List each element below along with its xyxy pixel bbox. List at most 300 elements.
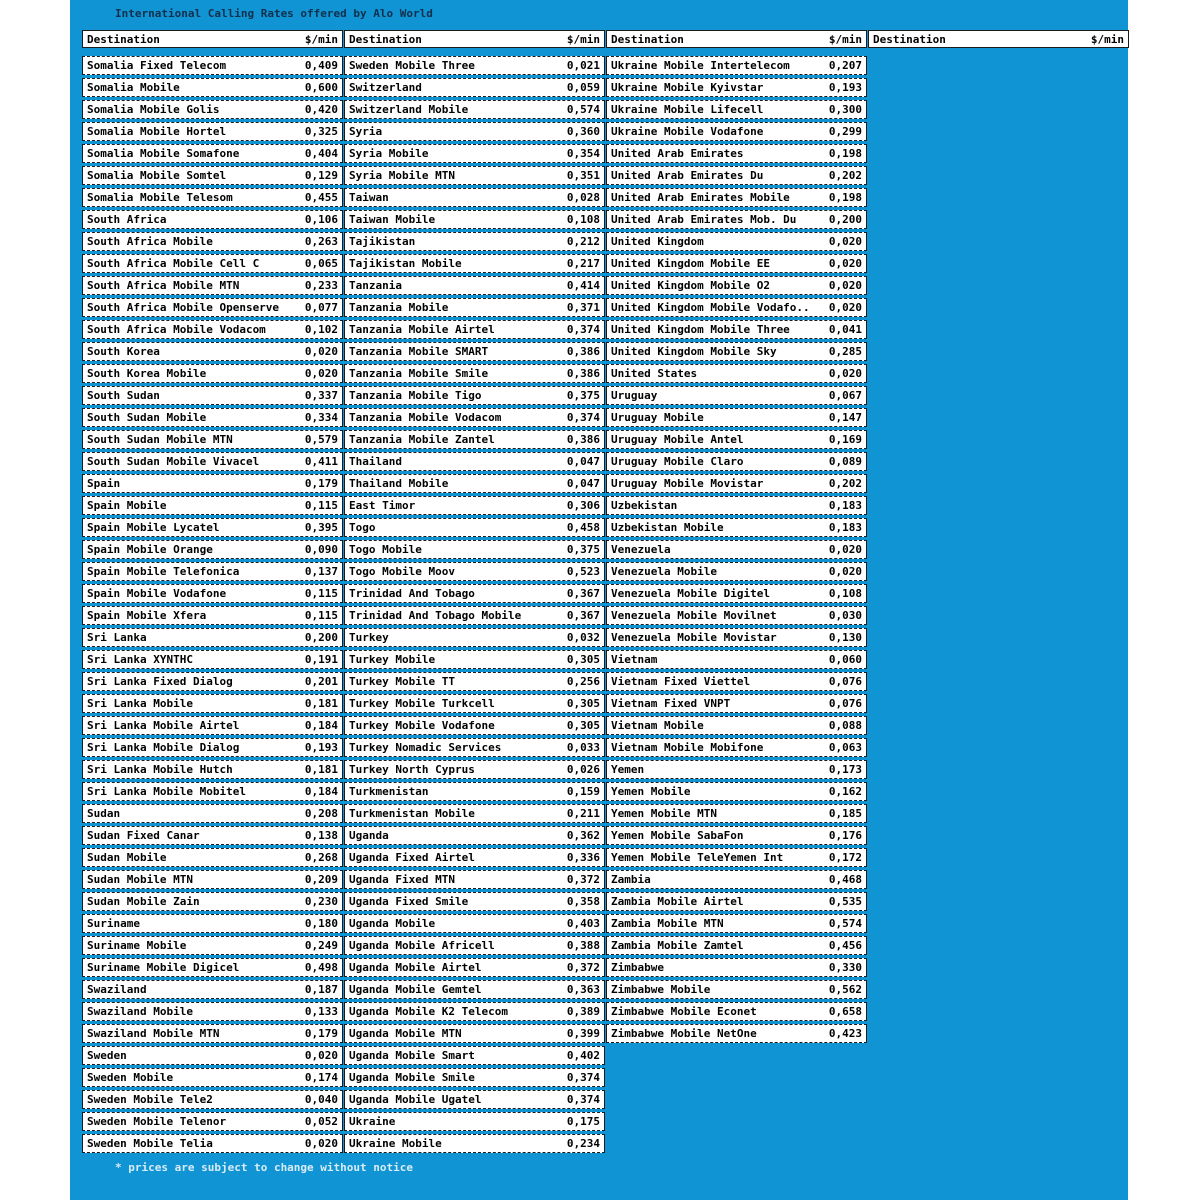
- rate-cell: 0,234: [566, 1137, 600, 1150]
- rate-cell: 0,574: [828, 917, 862, 930]
- rate-row: [344, 672, 605, 691]
- destination-cell: Syria Mobile: [349, 147, 429, 160]
- rate-cell: 0,106: [304, 213, 338, 226]
- rate-row: [344, 386, 605, 405]
- rate-row: [344, 782, 605, 801]
- destination-cell: Vietnam Fixed Viettel: [611, 675, 751, 688]
- rate-row: [344, 650, 605, 669]
- destination-cell: Yemen Mobile TeleYemen Int: [611, 851, 784, 864]
- rate-row: [82, 298, 343, 317]
- rate-cell: 0,330: [828, 961, 862, 974]
- rate-cell: 0,299: [828, 125, 862, 138]
- rate-row: [344, 826, 605, 845]
- destination-cell: Spain: [87, 477, 121, 490]
- destination-cell: Turkmenistan: [349, 785, 429, 798]
- rate-row: [82, 452, 343, 471]
- rate-row: [82, 232, 343, 251]
- rate-cell: 0,388: [566, 939, 600, 952]
- rate-row: [344, 518, 605, 537]
- rate-cell: 0,028: [566, 191, 600, 204]
- rate-cell: 0,175: [566, 1115, 600, 1128]
- rate-row: [606, 1002, 867, 1021]
- destination-cell: Uruguay Mobile Movistar: [611, 477, 764, 490]
- destination-cell: Ukraine Mobile Kyivstar: [611, 81, 764, 94]
- rate-cell: 0,065: [304, 257, 338, 270]
- rate-cell: 0,162: [828, 785, 862, 798]
- rate-cell: 0,455: [304, 191, 338, 204]
- rate-cell: 0,249: [304, 939, 338, 952]
- destination-cell: Uganda Fixed Airtel: [349, 851, 475, 864]
- rate-row: [606, 100, 867, 119]
- rate-row: [82, 760, 343, 779]
- rate-cell: 0,367: [566, 609, 600, 622]
- rate-cell: 0,351: [566, 169, 600, 182]
- rate-cell: 0,020: [828, 367, 862, 380]
- rate-row: [606, 848, 867, 867]
- rate-cell: 0,386: [566, 433, 600, 446]
- destination-cell: Zimbabwe Mobile NetOne: [611, 1027, 757, 1040]
- rate-cell: 0,362: [566, 829, 600, 842]
- rate-row: [344, 540, 605, 559]
- destination-cell: Zambia Mobile Airtel: [611, 895, 744, 908]
- destination-cell: Tanzania Mobile: [349, 301, 449, 314]
- rate-cell: 0,305: [566, 719, 600, 732]
- rate-row: [606, 452, 867, 471]
- rate-row: [606, 826, 867, 845]
- destination-cell: Togo: [349, 521, 376, 534]
- rate-cell: 0,212: [566, 235, 600, 248]
- destination-cell: Yemen Mobile SabaFon: [611, 829, 744, 842]
- rate-cell: 0,102: [304, 323, 338, 336]
- destination-cell: East Timor: [349, 499, 416, 512]
- rate-row: [606, 56, 867, 75]
- destination-cell: Vietnam Mobile: [611, 719, 704, 732]
- rate-cell: 0,172: [828, 851, 862, 864]
- destination-cell: Ukraine Mobile Lifecell: [611, 103, 764, 116]
- rate-cell: 0,040: [304, 1093, 338, 1106]
- rate-row: [344, 694, 605, 713]
- rate-row: [82, 254, 343, 273]
- rate-row: [606, 386, 867, 405]
- rate-cell: 0,386: [566, 345, 600, 358]
- rate-row: [82, 716, 343, 735]
- rate-cell: 0,198: [828, 147, 862, 160]
- rate-cell: 0,076: [828, 697, 862, 710]
- rate-cell: 0,137: [304, 565, 338, 578]
- rate-row: [82, 188, 343, 207]
- rate-row: [344, 716, 605, 735]
- rate-cell: 0,233: [304, 279, 338, 292]
- rate-row: [344, 1002, 605, 1021]
- destination-cell: Sri Lanka Mobile Airtel: [87, 719, 240, 732]
- destination-cell: Sri Lanka Fixed Dialog: [87, 675, 233, 688]
- destination-cell: Taiwan: [349, 191, 389, 204]
- rate-cell: 0,020: [304, 367, 338, 380]
- destination-cell: Spain Mobile Orange: [87, 543, 213, 556]
- rate-cell: 0,047: [566, 477, 600, 490]
- rate-cell: 0,133: [304, 1005, 338, 1018]
- rate-cell: 0,191: [304, 653, 338, 666]
- destination-cell: South Africa Mobile Openserve: [87, 301, 280, 314]
- rate-row: [82, 870, 343, 889]
- rate-cell: 0,337: [304, 389, 338, 402]
- rate-row: [606, 738, 867, 757]
- rate-row: [344, 1024, 605, 1043]
- destination-cell: Sweden: [87, 1049, 127, 1062]
- rate-cell: 0,179: [304, 1027, 338, 1040]
- destination-cell: South Sudan Mobile Vivacel: [87, 455, 260, 468]
- destination-header: Destination: [87, 32, 160, 46]
- rate-cell: 0,184: [304, 719, 338, 732]
- rate-row: [82, 78, 343, 97]
- rate-row: [82, 826, 343, 845]
- destination-cell: Turkey Mobile Turkcell: [349, 697, 495, 710]
- destination-cell: South Africa Mobile MTN: [87, 279, 240, 292]
- rate-cell: 0,562: [828, 983, 862, 996]
- rate-header: $/min: [1090, 32, 1124, 46]
- rate-row: [606, 540, 867, 559]
- rate-cell: 0,193: [828, 81, 862, 94]
- rate-row: [82, 562, 343, 581]
- rate-row: [82, 408, 343, 427]
- destination-cell: Somalia Fixed Telecom: [87, 59, 227, 72]
- destination-cell: Uganda Mobile Ugatel: [349, 1093, 482, 1106]
- destination-cell: Zimbabwe Mobile: [611, 983, 711, 996]
- rate-cell: 0,386: [566, 367, 600, 380]
- rate-row: [82, 650, 343, 669]
- destination-header: Destination: [873, 32, 946, 46]
- rate-row: [344, 298, 605, 317]
- rate-row: [344, 1046, 605, 1065]
- rate-row: [606, 78, 867, 97]
- rate-row: [606, 584, 867, 603]
- rate-row: [606, 760, 867, 779]
- rate-cell: 0,579: [304, 433, 338, 446]
- rates-column: [868, 30, 1129, 56]
- rate-row: [82, 738, 343, 757]
- rate-row: [82, 144, 343, 163]
- rate-row: [82, 166, 343, 185]
- destination-cell: Venezuela Mobile Movistar: [611, 631, 777, 644]
- rate-cell: 0,201: [304, 675, 338, 688]
- rate-cell: 0,041: [828, 323, 862, 336]
- destination-cell: Tanzania Mobile Smile: [349, 367, 489, 380]
- rate-cell: 0,202: [828, 169, 862, 182]
- destination-cell: Spain Mobile Vodafone: [87, 587, 227, 600]
- rate-row: [606, 122, 867, 141]
- destination-cell: United Kingdom Mobile Sky: [611, 345, 777, 358]
- rate-row: [82, 122, 343, 141]
- destination-cell: Sri Lanka Mobile: [87, 697, 193, 710]
- destination-cell: Uganda Fixed MTN: [349, 873, 455, 886]
- rate-cell: 0,523: [566, 565, 600, 578]
- rate-row: [606, 936, 867, 955]
- rate-cell: 0,256: [566, 675, 600, 688]
- rate-cell: 0,402: [566, 1049, 600, 1062]
- rate-row: [606, 210, 867, 229]
- destination-cell: Tajikistan Mobile: [349, 257, 462, 270]
- rate-cell: 0,535: [828, 895, 862, 908]
- rate-row: [82, 892, 343, 911]
- rate-row: [344, 276, 605, 295]
- rate-row: [606, 958, 867, 977]
- rate-row: [82, 694, 343, 713]
- rate-cell: 0,052: [304, 1115, 338, 1128]
- destination-cell: United Arab Emirates Mobile: [611, 191, 790, 204]
- rate-row: [344, 980, 605, 999]
- destination-cell: Ukraine: [349, 1115, 396, 1128]
- rate-cell: 0,181: [304, 763, 338, 776]
- rate-cell: 0,367: [566, 587, 600, 600]
- rate-row: [344, 804, 605, 823]
- rate-cell: 0,184: [304, 785, 338, 798]
- rate-cell: 0,305: [566, 653, 600, 666]
- destination-cell: Tajikistan: [349, 235, 416, 248]
- rate-cell: 0,498: [304, 961, 338, 974]
- rate-cell: 0,458: [566, 521, 600, 534]
- destination-cell: Tanzania Mobile SMART: [349, 345, 489, 358]
- destination-cell: Tanzania Mobile Zantel: [349, 433, 495, 446]
- rate-row: [82, 936, 343, 955]
- rate-cell: 0,404: [304, 147, 338, 160]
- rate-cell: 0,358: [566, 895, 600, 908]
- destination-cell: Somalia Mobile Golis: [87, 103, 220, 116]
- column-rows: [82, 56, 343, 1153]
- destination-cell: South Africa Mobile Vodacom: [87, 323, 266, 336]
- rate-row: [606, 188, 867, 207]
- rate-row: [82, 980, 343, 999]
- destination-cell: Uzbekistan Mobile: [611, 521, 724, 534]
- destination-cell: Ukraine Mobile Vodafone: [611, 125, 764, 138]
- destination-cell: Ukraine Mobile: [349, 1137, 442, 1150]
- rates-panel: [70, 0, 1128, 1200]
- rate-row: [606, 276, 867, 295]
- destination-cell: United Kingdom Mobile Three: [611, 323, 790, 336]
- rate-cell: 0,374: [566, 411, 600, 424]
- destination-cell: South Korea Mobile: [87, 367, 207, 380]
- rate-cell: 0,658: [828, 1005, 862, 1018]
- rate-cell: 0,207: [828, 59, 862, 72]
- rate-row: [606, 496, 867, 515]
- destination-header: Destination: [349, 32, 422, 46]
- rate-row: [606, 628, 867, 647]
- destination-cell: Turkey Mobile: [349, 653, 436, 666]
- destination-cell: Uruguay Mobile Antel: [611, 433, 744, 446]
- rates-column: [344, 30, 605, 1156]
- rate-header: $/min: [828, 32, 862, 46]
- column-rows: [606, 56, 867, 1043]
- rate-cell: 0,169: [828, 433, 862, 446]
- rate-cell: 0,375: [566, 543, 600, 556]
- rate-row: [606, 980, 867, 999]
- rate-cell: 0,374: [566, 1071, 600, 1084]
- rate-cell: 0,411: [304, 455, 338, 468]
- rate-cell: 0,021: [566, 59, 600, 72]
- rate-row: [344, 408, 605, 427]
- rates-column: [606, 30, 867, 1046]
- rate-cell: 0,600: [304, 81, 338, 94]
- destination-cell: Sweden Mobile Tele2: [87, 1093, 213, 1106]
- rate-row: [344, 188, 605, 207]
- column-header-row: [868, 30, 1129, 48]
- rate-row: [344, 144, 605, 163]
- destination-cell: South Africa Mobile: [87, 235, 213, 248]
- rate-row: [606, 320, 867, 339]
- rate-row: [606, 694, 867, 713]
- rate-row: [82, 672, 343, 691]
- rate-row: [606, 914, 867, 933]
- rate-row: [82, 1090, 343, 1109]
- destination-cell: Vietnam Fixed VNPT: [611, 697, 731, 710]
- rate-row: [606, 804, 867, 823]
- rate-row: [344, 320, 605, 339]
- rate-row: [344, 430, 605, 449]
- destination-cell: Uganda: [349, 829, 389, 842]
- rate-cell: 0,211: [566, 807, 600, 820]
- destination-cell: Yemen: [611, 763, 645, 776]
- destination-cell: United States: [611, 367, 698, 380]
- rate-cell: 0,372: [566, 961, 600, 974]
- rate-cell: 0,020: [828, 543, 862, 556]
- rate-row: [82, 1002, 343, 1021]
- destination-cell: Trinidad And Tobago: [349, 587, 475, 600]
- rate-cell: 0,268: [304, 851, 338, 864]
- destination-cell: Ukraine Mobile Intertelecom: [611, 59, 790, 72]
- rate-cell: 0,198: [828, 191, 862, 204]
- destination-cell: Uganda Fixed Smile: [349, 895, 469, 908]
- rate-cell: 0,067: [828, 389, 862, 402]
- rate-cell: 0,468: [828, 873, 862, 886]
- rate-cell: 0,374: [566, 1093, 600, 1106]
- rate-row: [344, 562, 605, 581]
- rate-row: [82, 1046, 343, 1065]
- destination-cell: Uganda Mobile MTN: [349, 1027, 462, 1040]
- destination-cell: Spain Mobile: [87, 499, 167, 512]
- rate-cell: 0,173: [828, 763, 862, 776]
- rate-cell: 0,183: [828, 499, 862, 512]
- destination-cell: Turkey: [349, 631, 389, 644]
- rate-cell: 0,372: [566, 873, 600, 886]
- rate-row: [82, 210, 343, 229]
- destination-cell: Uruguay: [611, 389, 658, 402]
- destination-cell: United Arab Emirates: [611, 147, 744, 160]
- rate-row: [344, 232, 605, 251]
- rate-cell: 0,414: [566, 279, 600, 292]
- destination-cell: Uganda Mobile Airtel: [349, 961, 482, 974]
- rate-cell: 0,403: [566, 917, 600, 930]
- rate-row: [344, 1090, 605, 1109]
- column-header-row: [606, 30, 867, 48]
- rate-row: [82, 606, 343, 625]
- destination-cell: Zambia: [611, 873, 651, 886]
- rate-cell: 0,423: [828, 1027, 862, 1040]
- rate-row: [344, 870, 605, 889]
- rate-cell: 0,181: [304, 697, 338, 710]
- rate-row: [344, 474, 605, 493]
- rate-header: $/min: [566, 32, 600, 46]
- destination-cell: Turkey Nomadic Services: [349, 741, 502, 754]
- rate-cell: 0,138: [304, 829, 338, 842]
- destination-cell: Sri Lanka XYNTHC: [87, 653, 193, 666]
- rate-cell: 0,047: [566, 455, 600, 468]
- destination-cell: Sweden Mobile: [87, 1071, 174, 1084]
- destination-cell: Venezuela Mobile Digitel: [611, 587, 770, 600]
- destination-cell: Uruguay Mobile: [611, 411, 704, 424]
- rate-row: [344, 892, 605, 911]
- rate-row: [82, 1112, 343, 1131]
- rate-cell: 0,306: [566, 499, 600, 512]
- rate-cell: 0,174: [304, 1071, 338, 1084]
- rate-cell: 0,305: [566, 697, 600, 710]
- rate-row: [344, 1112, 605, 1131]
- rate-cell: 0,020: [828, 565, 862, 578]
- rate-cell: 0,371: [566, 301, 600, 314]
- rate-row: [82, 540, 343, 559]
- destination-cell: Thailand: [349, 455, 402, 468]
- rate-row: [606, 562, 867, 581]
- destination-cell: Zimbabwe Mobile Econet: [611, 1005, 757, 1018]
- rate-cell: 0,129: [304, 169, 338, 182]
- destination-cell: Tanzania Mobile Vodacom: [349, 411, 502, 424]
- rate-row: [82, 628, 343, 647]
- destination-cell: Turkmenistan Mobile: [349, 807, 475, 820]
- rate-cell: 0,179: [304, 477, 338, 490]
- destination-cell: South Sudan Mobile: [87, 411, 207, 424]
- rate-row: [606, 408, 867, 427]
- column-rows: [344, 56, 605, 1153]
- rate-cell: 0,088: [828, 719, 862, 732]
- destination-cell: Sri Lanka Mobile Dialog: [87, 741, 240, 754]
- rate-row: [82, 518, 343, 537]
- rate-cell: 0,020: [828, 301, 862, 314]
- destination-cell: Suriname Mobile Digicel: [87, 961, 240, 974]
- rate-cell: 0,033: [566, 741, 600, 754]
- destination-cell: Sri Lanka Mobile Hutch: [87, 763, 233, 776]
- rate-row: [82, 56, 343, 75]
- rate-row: [82, 386, 343, 405]
- rate-row: [606, 1024, 867, 1043]
- rate-row: [344, 738, 605, 757]
- destination-cell: Zambia Mobile MTN: [611, 917, 724, 930]
- rate-cell: 0,115: [304, 609, 338, 622]
- destination-cell: Venezuela Mobile: [611, 565, 717, 578]
- destination-cell: Zambia Mobile Zamtel: [611, 939, 744, 952]
- rate-row: [606, 672, 867, 691]
- destination-cell: Somalia Mobile Telesom: [87, 191, 233, 204]
- rate-row: [344, 122, 605, 141]
- rate-row: [344, 100, 605, 119]
- rate-row: [344, 914, 605, 933]
- destination-cell: Uruguay Mobile Claro: [611, 455, 744, 468]
- rate-row: [344, 78, 605, 97]
- column-header-row: [82, 30, 343, 48]
- rate-row: [344, 254, 605, 273]
- destination-cell: Turkey North Cyprus: [349, 763, 475, 776]
- destination-cell: Togo Mobile Moov: [349, 565, 455, 578]
- destination-cell: Sweden Mobile Three: [349, 59, 475, 72]
- rate-cell: 0,200: [304, 631, 338, 644]
- rate-cell: 0,059: [566, 81, 600, 94]
- destination-cell: Somalia Mobile Hortel: [87, 125, 227, 138]
- rate-cell: 0,375: [566, 389, 600, 402]
- rate-row: [606, 892, 867, 911]
- destination-cell: Sudan Mobile: [87, 851, 167, 864]
- rate-cell: 0,030: [828, 609, 862, 622]
- rate-cell: 0,090: [304, 543, 338, 556]
- destination-cell: United Arab Emirates Du: [611, 169, 764, 182]
- rate-row: [344, 342, 605, 361]
- rate-row: [82, 584, 343, 603]
